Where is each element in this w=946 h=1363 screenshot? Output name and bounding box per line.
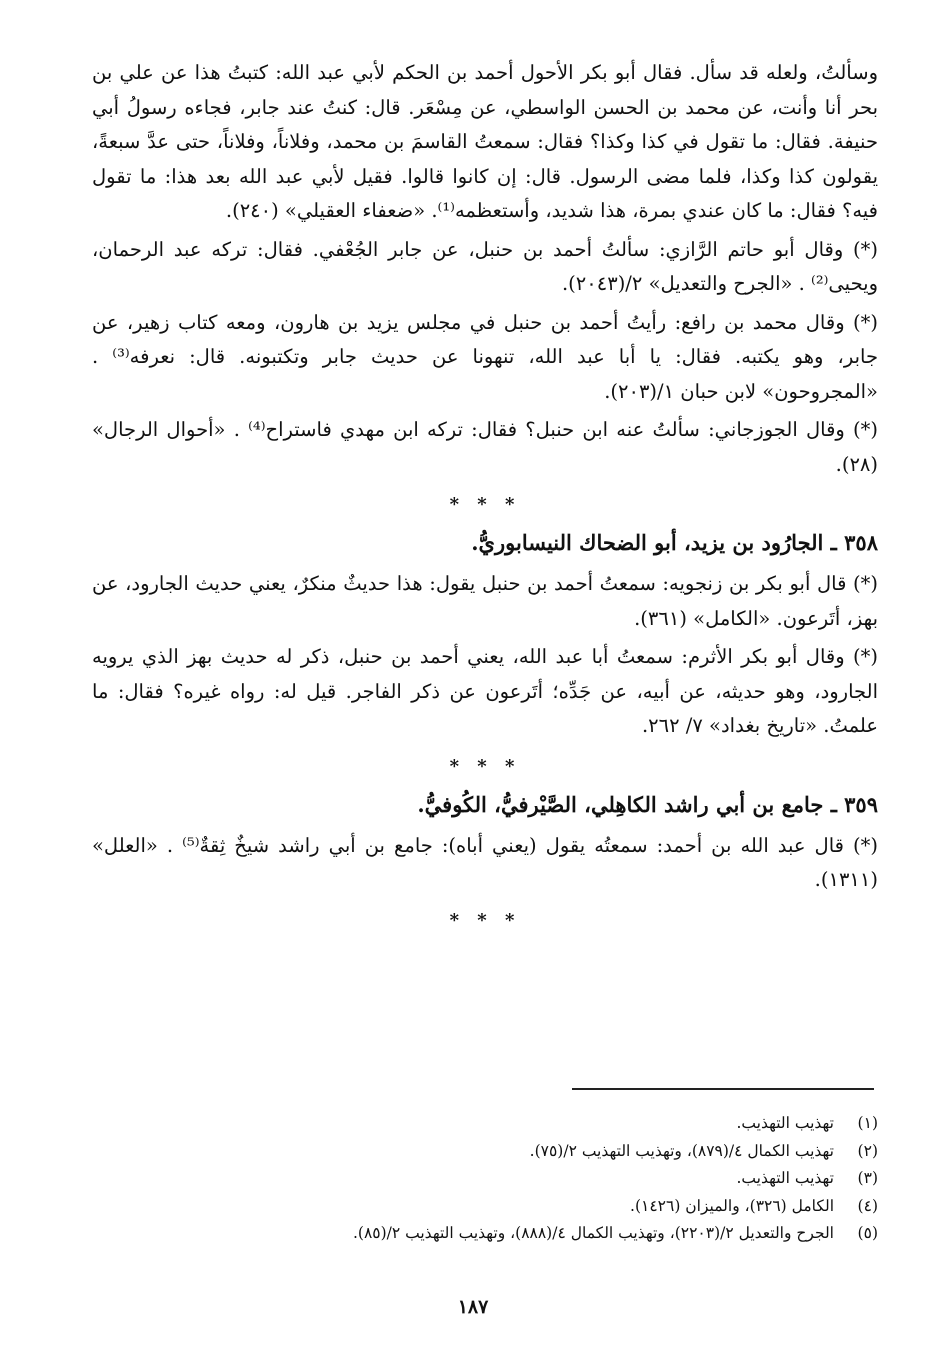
footnote bbox=[92, 1193, 878, 1221]
section-separator: * * * bbox=[449, 755, 521, 777]
paragraph-jabir-2: (*) وقال أبو حاتم الرَّازي: سألتُ أحمد بن حنبل، عن جابر الجُعْفي. فقال: تركه عبد الرحمان، ويحيى⁽²⁾ . «الجرح والتعديل» ٢/(٢٠٤٣). bbox=[92, 237, 878, 295]
footnote-rule bbox=[572, 1088, 874, 1090]
footnote-number: (٥) bbox=[857, 1224, 878, 1242]
footnote-number: (٤) bbox=[857, 1196, 878, 1215]
entry-heading-359: ٣٥٩ ـ جامع بن أبي راشد الكاهِلي، الصَّيْرفيُّ، الكُوفيُّ. bbox=[417, 791, 878, 817]
footnote-number: (٢) bbox=[857, 1141, 878, 1160]
entry-heading-358: ٣٥٨ ـ الجارُود بن يزيد، أبو الضحاك النيسابوريُّ. bbox=[471, 530, 878, 555]
paragraph-jabir-3: (*) وقال محمد بن رافع: رأيتُ أحمد بن حنبل في مجلس يزيد بن هارون، ومعه كتاب زهير، عن جابر، وهو يكتبه. فقال: يا أبا عبد الله، تنهونا عن حديث جابر وتكتبونه. قال: نعرفه⁽³⁾ . «المجروحون» لابن حبان ١/(٢٠٣). bbox=[92, 310, 879, 403]
footnotes bbox=[92, 1110, 878, 1248]
paragraph-359-1: (*) قال عبد الله بن أحمد: سمعتُه يقول (يعني أباه): جامع بن أبي راشد شيخٌ ثِقةٌ⁽⁵⁾ . «العلل» (١٣١١). bbox=[92, 833, 878, 891]
page-body bbox=[92, 56, 878, 941]
footnote-text: الكامل (٣٢٦)، والميزان (١٤٢٦). bbox=[630, 1196, 834, 1215]
paragraph-358-2: (*) وقال أبو بكر الأثرم: سمعتُ أبا عبد الله، يعني أحمد بن حنبل، ذكر له حديث بهز الذي يرويه الجارود، وهو حديثه، عن أبيه، عن جَدِّه؛ أتَرعون عن ذكر الفاجر. قيل له: رواه غيره؟ فقال: ما علمتُ. «تاريخ بغداد» ٧/ ٢٦٢. bbox=[92, 645, 878, 737]
footnote-text: تهذيب التهذيب. bbox=[736, 1114, 834, 1132]
footnote bbox=[92, 1165, 878, 1193]
footnote bbox=[92, 1110, 878, 1138]
footnote-text: تهذيب التهذيب. bbox=[736, 1169, 834, 1187]
paragraph-jabir-4: (*) وقال الجوزجاني: سألتُ عنه ابن حنبل؟ فقال: تركه ابن مهدي فاستراح⁽⁴⁾ . «أحوال الرجال» (٢٨). bbox=[92, 418, 878, 476]
footnote-number: (٣) bbox=[857, 1169, 878, 1187]
paragraph-jabir-1: وسألتُ، ولعله قد سأل. فقال أبو بكر الأحول أحمد بن الحكم لأبي عبد الله: كتبتُ هذا عن علي بن بحر أنا وأنت، عن محمد بن الحسن الواسطي، عن مِسْعَر. قال: كنتُ عند جابر، فجاءه رسولُ أبي حنيفة. فقال: ما تقول في كذا وكذا؟ فقال: سمعتُ القاسمَ بن محمد، وفلاناً، وفلاناً، حتى عدَّ سبعةً، يقولون كذا وكذا، فلما مضى الرسول. قال: إن كانوا قالوا. فقيل لأبي عبد الله بعد هذا: ما تقول فيه؟ فقال: ما كان عندي بمرة، هذا شديد، وأستعظمه⁽¹⁾. «ضعفاء العقيلي» (٢٤٠). bbox=[92, 61, 878, 222]
footnote bbox=[92, 1220, 878, 1248]
footnote-text: الجرح والتعديل ٢/(٢٢٠٣)، وتهذيب الكمال ٤/(٨٨٨)، وتهذيب التهذيب ٢/(٨٥). bbox=[352, 1224, 834, 1242]
paragraph-358-1: (*) قال أبو بكر بن زنجويه: سمعتُ أحمد بن حنبل يقول: هذا حديثٌ منكرٌ، يعني حديث الجارود، عن بهز، أتَرعون. «الكامل» (٣٦١). bbox=[92, 572, 878, 630]
footnote-number: (١) bbox=[857, 1114, 878, 1132]
footnote-text: تهذيب الكمال ٤/(٨٧٩)، وتهذيب التهذيب ٢/(٧٥). bbox=[529, 1141, 834, 1160]
section-separator: * * * bbox=[449, 494, 521, 515]
page-number: ١٨٧ bbox=[457, 1296, 489, 1318]
footnote bbox=[92, 1138, 878, 1166]
section-separator: * * * bbox=[449, 909, 521, 931]
